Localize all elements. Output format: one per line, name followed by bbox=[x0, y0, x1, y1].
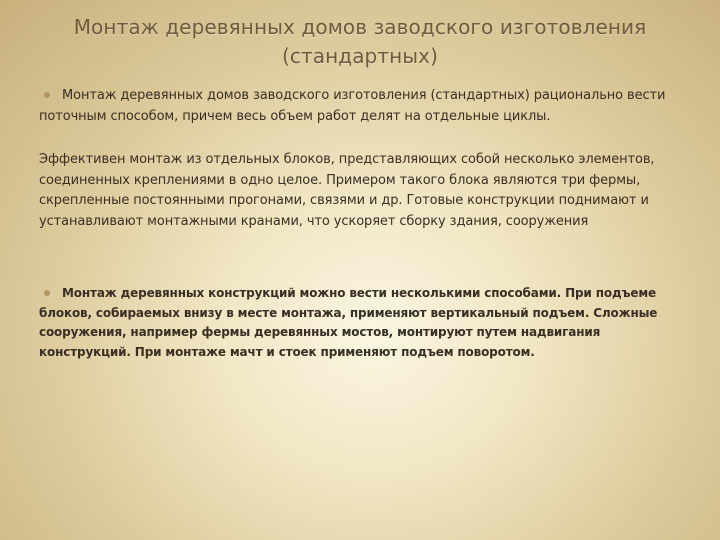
paragraph-2-text: Эффективен монтаж из отдельных блоков, представляющих собой несколько элементов, соединенных креплениями в одно целое. Примером такого блока являются три фермы, скрепленные постоянными прогонами, связями и др. Готовые конструкции поднимают и устанавливают монтажными кранами, что ускоряет сборку здания, сооружения bbox=[39, 152, 655, 229]
paragraph-1-text: Монтаж деревянных домов заводского изготовления (стандартных) рационально вести поточным способом, причем весь объем работ делят на отдельные циклы. bbox=[39, 88, 666, 124]
bullet-paragraph-3 bbox=[39, 284, 691, 363]
bullet-dot-icon bbox=[44, 290, 50, 296]
paragraph-3-text: Монтаж деревянных конструкций можно вести несколькими способами. При подъеме блоков, собираемых внизу в месте монтажа, применяют вертикальный подъем. Сложные сооружения, например фермы деревянных мостов, монтируют путем надвигания конструкций. При монтаже мачт и стоек применяют подъем поворотом. bbox=[39, 286, 658, 360]
bullet-dot-icon bbox=[44, 92, 50, 98]
paragraph-2 bbox=[39, 150, 691, 232]
bullet-paragraph-1 bbox=[39, 86, 691, 127]
slide-title: Монтаж деревянных домов заводского изготовления (стандартных) bbox=[73, 15, 647, 68]
